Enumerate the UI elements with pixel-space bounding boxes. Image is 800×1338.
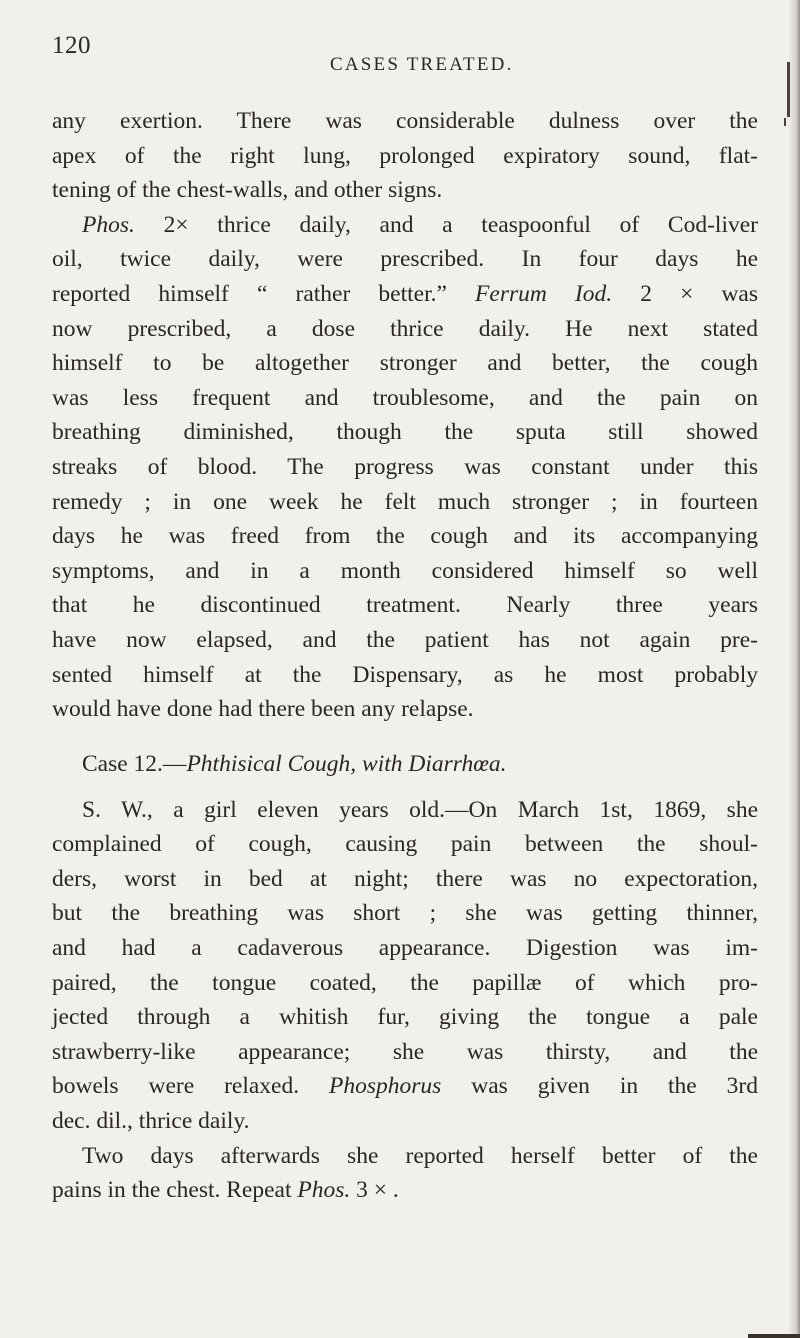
text-line: Two days afterwards she reported herself better of the xyxy=(82,1142,758,1169)
text-line: S. W., a girl eleven years old.—On March 1st, 1869, she xyxy=(82,796,758,823)
text-line: was less frequent and troublesome, and the pain on xyxy=(52,384,758,411)
text-span: bowels were relaxed. xyxy=(52,1073,330,1100)
text-line: but the breathing was short ; she was getting thinner, xyxy=(52,900,758,927)
text-line xyxy=(52,1173,758,1208)
text-line: ders, worst in bed at night; there was no expectoration, xyxy=(52,865,758,892)
text-line: symptoms, and in a month considered himself so well xyxy=(52,557,758,584)
body-text xyxy=(52,104,758,1208)
text-line: days he was freed from the cough and its accompanying xyxy=(52,523,758,550)
text-span: 2 × was xyxy=(612,280,758,307)
italic-term: Phosphorus xyxy=(329,1073,442,1100)
italic-term: Phos. xyxy=(297,1177,351,1204)
text-line: himself to be altogether stronger and better, the cough xyxy=(52,350,758,377)
text-line: streaks of blood. The progress was constant under this xyxy=(52,453,758,480)
case-heading xyxy=(52,735,758,793)
text-span: 3 × . xyxy=(350,1177,399,1204)
page-edge-mark xyxy=(784,118,786,126)
page-edge-mark xyxy=(787,62,790,117)
text-line: that he discontinued treatment. Nearly three years xyxy=(52,592,758,619)
text-line: jected through a whitish fur, giving the tongue a pale xyxy=(52,1004,758,1031)
text-line: have now elapsed, and the patient has not again pre- xyxy=(52,626,758,653)
italic-term: Ferrum Iod. xyxy=(475,280,613,307)
running-head xyxy=(52,22,750,75)
text-line: would have done had there been any relapse. xyxy=(52,696,474,723)
running-title: CASES TREATED. xyxy=(330,54,514,75)
text-span: reported himself “ rather better.” xyxy=(52,280,476,307)
text-line: now prescribed, a dose thrice daily. He next stated xyxy=(52,315,758,342)
text-line: tening of the chest-walls, and other signs. xyxy=(52,177,443,204)
text-line: dec. dil., thrice daily. xyxy=(52,1108,250,1135)
page-number: 120 xyxy=(52,32,91,59)
text-line: sented himself at the Dispensary, as he most probably xyxy=(52,661,758,688)
case-number: Case 12.— xyxy=(82,750,187,777)
text-span: pains in the chest. Repeat xyxy=(52,1177,298,1204)
text-line: strawberry-like appearance; she was thirsty, and the xyxy=(52,1038,758,1065)
case-title: Phthisical Cough, with Diarrhœa. xyxy=(186,750,507,777)
text-line xyxy=(52,277,758,312)
text-line: breathing diminished, though the sputa still showed xyxy=(52,419,758,446)
text-line xyxy=(52,208,758,243)
page-edge-shadow xyxy=(788,0,800,1338)
italic-term: Phos. xyxy=(82,211,135,238)
text-span: 2× thrice daily, and a teaspoonful of Cod-liver xyxy=(134,211,758,238)
text-span: was given in the 3rd xyxy=(441,1073,758,1100)
text-line: complained of cough, causing pain between the shoul- xyxy=(52,831,758,858)
text-line: remedy ; in one week he felt much stronger ; in fourteen xyxy=(52,488,758,515)
text-line: paired, the tongue coated, the papillæ of which pro- xyxy=(52,969,758,996)
text-line: and had a cadaverous appearance. Digestion was im- xyxy=(52,935,758,962)
text-line: any exertion. There was considerable dulness over the xyxy=(52,108,758,134)
text-line: apex of the right lung, prolonged expiratory sound, flat- xyxy=(52,142,758,169)
text-line xyxy=(52,1069,758,1104)
text-line: oil, twice daily, were prescribed. In four days he xyxy=(52,246,758,273)
page-corner-rule xyxy=(748,1334,800,1338)
